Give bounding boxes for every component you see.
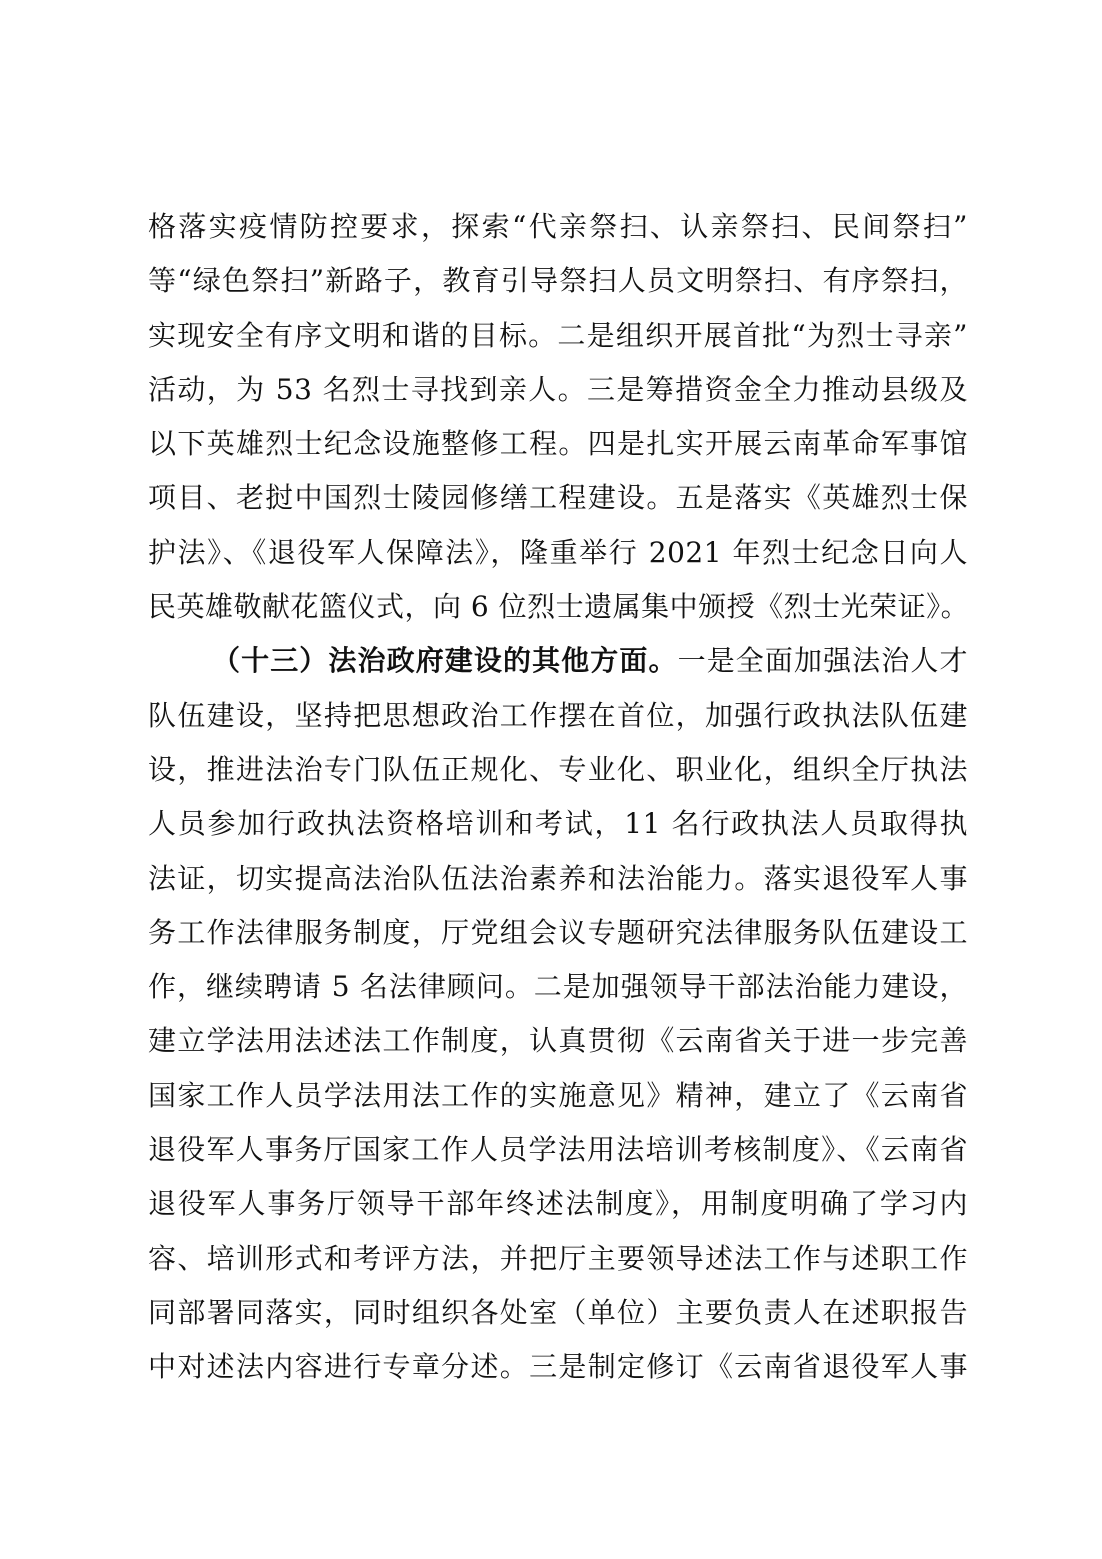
paragraph-2 — [148, 634, 968, 1394]
text-line: 等“绿色祭扫”新路子，教育引导祭扫人员文明祭扫、有序祭扫， — [148, 264, 968, 298]
text-line: 民英雄敬献花篮仪式，向 6 位烈士遗属集中颁授《烈士光荣证》。 — [148, 590, 970, 624]
text-line: 格落实疫情防控要求，探索“代亲祭扫、认亲祭扫、民间祭扫” — [148, 210, 968, 243]
text-line: 同部署同落实，同时组织各处室（单位）主要负责人在述职报告 — [148, 1295, 968, 1329]
text-line: 作，继续聘请 5 名法律顾问。二是加强领导干部法治能力建设， — [148, 970, 968, 1004]
text-line: 容、培训形式和考评方法，并把厅主要领导述法工作与述职工作 — [148, 1241, 968, 1275]
section-heading: （十三）法治政府建设的其他方面。 — [212, 644, 678, 678]
text-line: 队伍建设，坚持把思想政治工作摆在首位，加强行政执法队伍建 — [148, 698, 968, 732]
text-line: 退役军人事务厅国家工作人员学法用法培训考核制度》、《云南省 — [148, 1133, 968, 1167]
text-line: 活动，为 53 名烈士寻找到亲人。三是筹措资金全力推动县级及 — [148, 372, 968, 406]
text-line: 护法》、《退役军人保障法》，隆重举行 2021 年烈士纪念日向人 — [148, 535, 968, 569]
paragraph-1 — [148, 200, 968, 634]
text-line: 法证，切实提高法治队伍法治素养和法治能力。落实退役军人事 — [148, 861, 968, 895]
text-line: 人员参加行政执法资格培训和考试，11 名行政执法人员取得执 — [148, 807, 968, 841]
text-line: 设，推进法治专门队伍正规化、专业化、职业化，组织全厅执法 — [148, 752, 968, 786]
paragraph-first-line — [148, 634, 968, 688]
text-line: 建立学法用法述法工作制度，认真贯彻《云南省关于进一步完善 — [148, 1024, 968, 1058]
text-span: 一是全面加强法治人才 — [677, 644, 968, 678]
text-line: 退役军人事务厅领导干部年终述法制度》，用制度明确了学习内 — [148, 1187, 968, 1221]
text-line: 以下英雄烈士纪念设施整修工程。四是扎实开展云南革命军事馆 — [148, 427, 968, 461]
text-line: 项目、老挝中国烈士陵园修缮工程建设。五是落实《英雄烈士保 — [148, 481, 968, 515]
text-line: 国家工作人员学法用法工作的实施意见》精神，建立了《云南省 — [148, 1078, 968, 1112]
text-line: 实现安全有序文明和谐的目标。二是组织开展首批“为烈士寻亲” — [148, 318, 968, 352]
text-line: 中对述法内容进行专章分述。三是制定修订《云南省退役军人事 — [148, 1350, 968, 1384]
text-line: 务工作法律服务制度，厅党组会议专题研究法律服务队伍建设工 — [148, 915, 968, 949]
document-page — [148, 200, 968, 1395]
